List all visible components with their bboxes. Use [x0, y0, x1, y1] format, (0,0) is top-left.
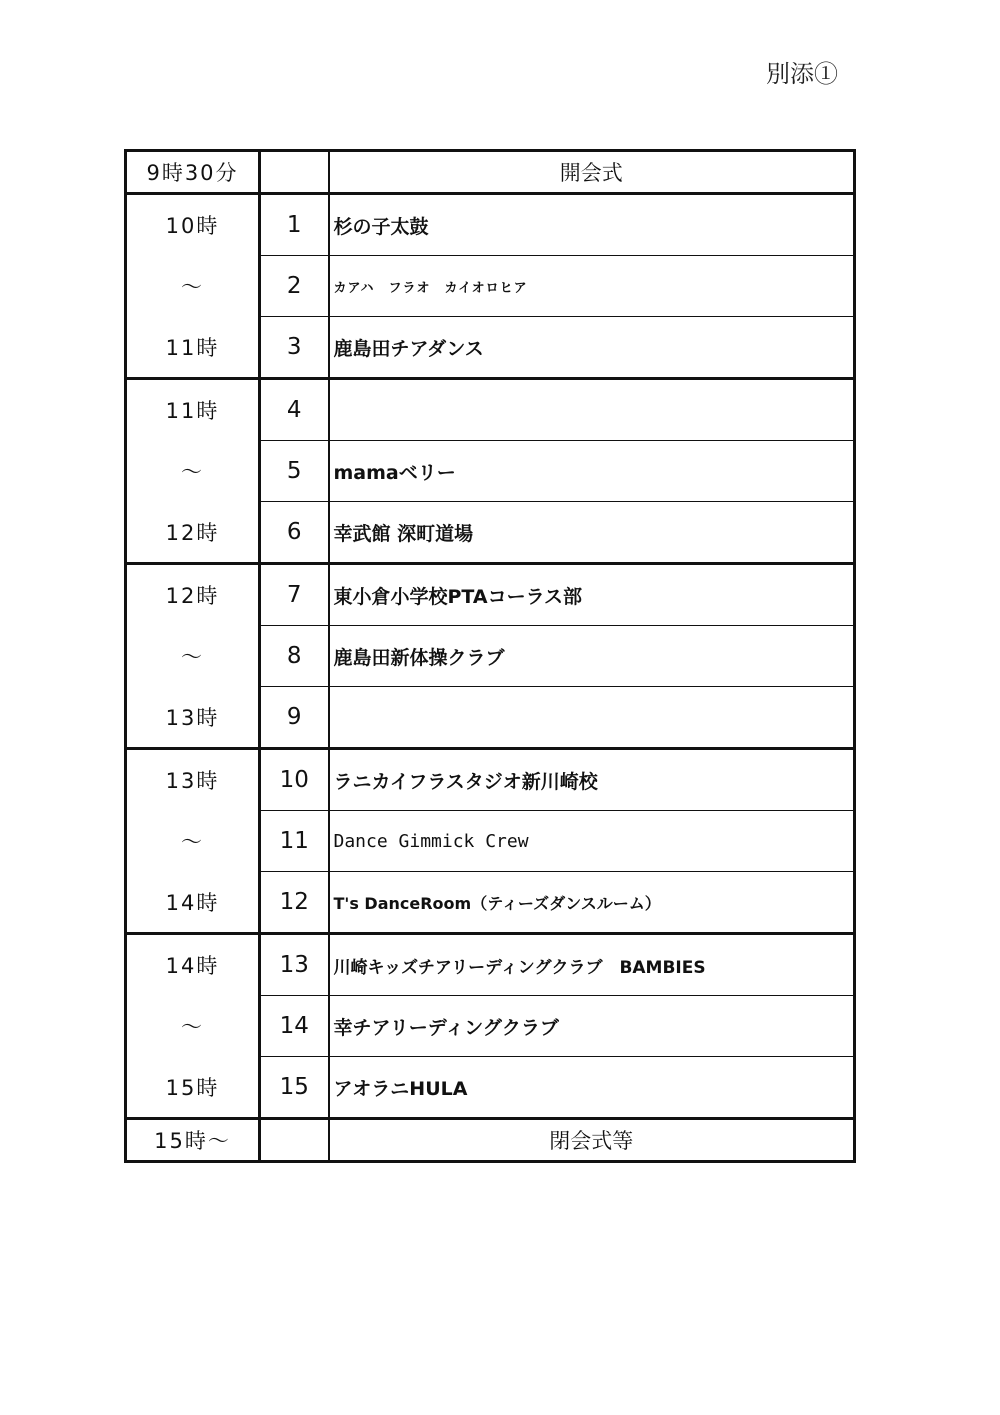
- act-name: 東小倉小学校PTAコーラス部: [329, 564, 855, 626]
- group-separator: ～: [126, 256, 260, 317]
- act-name: Dance Gimmick Crew: [329, 811, 855, 872]
- group-start-time: 10時: [126, 194, 260, 256]
- act-name: アオラニHULA: [329, 1057, 855, 1119]
- table-row: [126, 317, 855, 379]
- group-separator: ～: [126, 996, 260, 1057]
- act-number: 12: [260, 872, 329, 934]
- group-end-time: 11時: [126, 317, 260, 379]
- act-name: 鹿島田チアダンス: [329, 317, 855, 379]
- act-number: 15: [260, 1057, 329, 1119]
- table-row: [126, 996, 855, 1057]
- closing-ceremony: 閉会式等: [329, 1119, 855, 1162]
- act-name: T's DanceRoom（ティーズダンスルーム）: [329, 872, 855, 934]
- header-row: [126, 151, 855, 194]
- act-number: 10: [260, 749, 329, 811]
- group-separator: ～: [126, 626, 260, 687]
- group-start-time: 12時: [126, 564, 260, 626]
- footer-number: [260, 1119, 329, 1162]
- group-start-time: 11時: [126, 379, 260, 441]
- table-row: [126, 687, 855, 749]
- act-name: カアハ フラオ カイオロヒア: [329, 256, 855, 317]
- schedule-table: [124, 149, 856, 1163]
- closing-time: 15時～: [126, 1119, 260, 1162]
- table-row: [126, 626, 855, 687]
- table-row: [126, 749, 855, 811]
- group-end-time: 15時: [126, 1057, 260, 1119]
- table-row: [126, 379, 855, 441]
- act-name: [329, 687, 855, 749]
- table-row: [126, 564, 855, 626]
- table-row: [126, 811, 855, 872]
- table-row: [126, 194, 855, 256]
- act-number: 14: [260, 996, 329, 1057]
- group-start-time: 14時: [126, 934, 260, 996]
- act-number: 7: [260, 564, 329, 626]
- group-separator: ～: [126, 811, 260, 872]
- table-row: [126, 256, 855, 317]
- act-number: 4: [260, 379, 329, 441]
- group-end-time: 14時: [126, 872, 260, 934]
- act-number: 13: [260, 934, 329, 996]
- table-row: [126, 872, 855, 934]
- act-number: 1: [260, 194, 329, 256]
- attachment-label: 別添①: [766, 60, 838, 88]
- act-number: 8: [260, 626, 329, 687]
- header-number: [260, 151, 329, 194]
- opening-ceremony: 開会式: [329, 151, 855, 194]
- act-number: 6: [260, 502, 329, 564]
- act-number: 3: [260, 317, 329, 379]
- footer-row: [126, 1119, 855, 1162]
- act-name: [329, 379, 855, 441]
- act-name: 幸武館 深町道場: [329, 502, 855, 564]
- group-end-time: 12時: [126, 502, 260, 564]
- table-row: [126, 1057, 855, 1119]
- table-row: [126, 441, 855, 502]
- table-row: [126, 502, 855, 564]
- act-name: 鹿島田新体操クラブ: [329, 626, 855, 687]
- act-name: mamaベリー: [329, 441, 855, 502]
- group-start-time: 13時: [126, 749, 260, 811]
- group-end-time: 13時: [126, 687, 260, 749]
- opening-time: 9時30分: [126, 151, 260, 194]
- group-separator: ～: [126, 441, 260, 502]
- table-row: [126, 934, 855, 996]
- act-number: 9: [260, 687, 329, 749]
- act-name: 川崎キッズチアリーディングクラブ BAMBIES: [329, 934, 855, 996]
- act-number: 5: [260, 441, 329, 502]
- act-number: 2: [260, 256, 329, 317]
- act-number: 11: [260, 811, 329, 872]
- act-name: ラニカイフラスタジオ新川崎校: [329, 749, 855, 811]
- act-name: 杉の子太鼓: [329, 194, 855, 256]
- act-name: 幸チアリーディングクラブ: [329, 996, 855, 1057]
